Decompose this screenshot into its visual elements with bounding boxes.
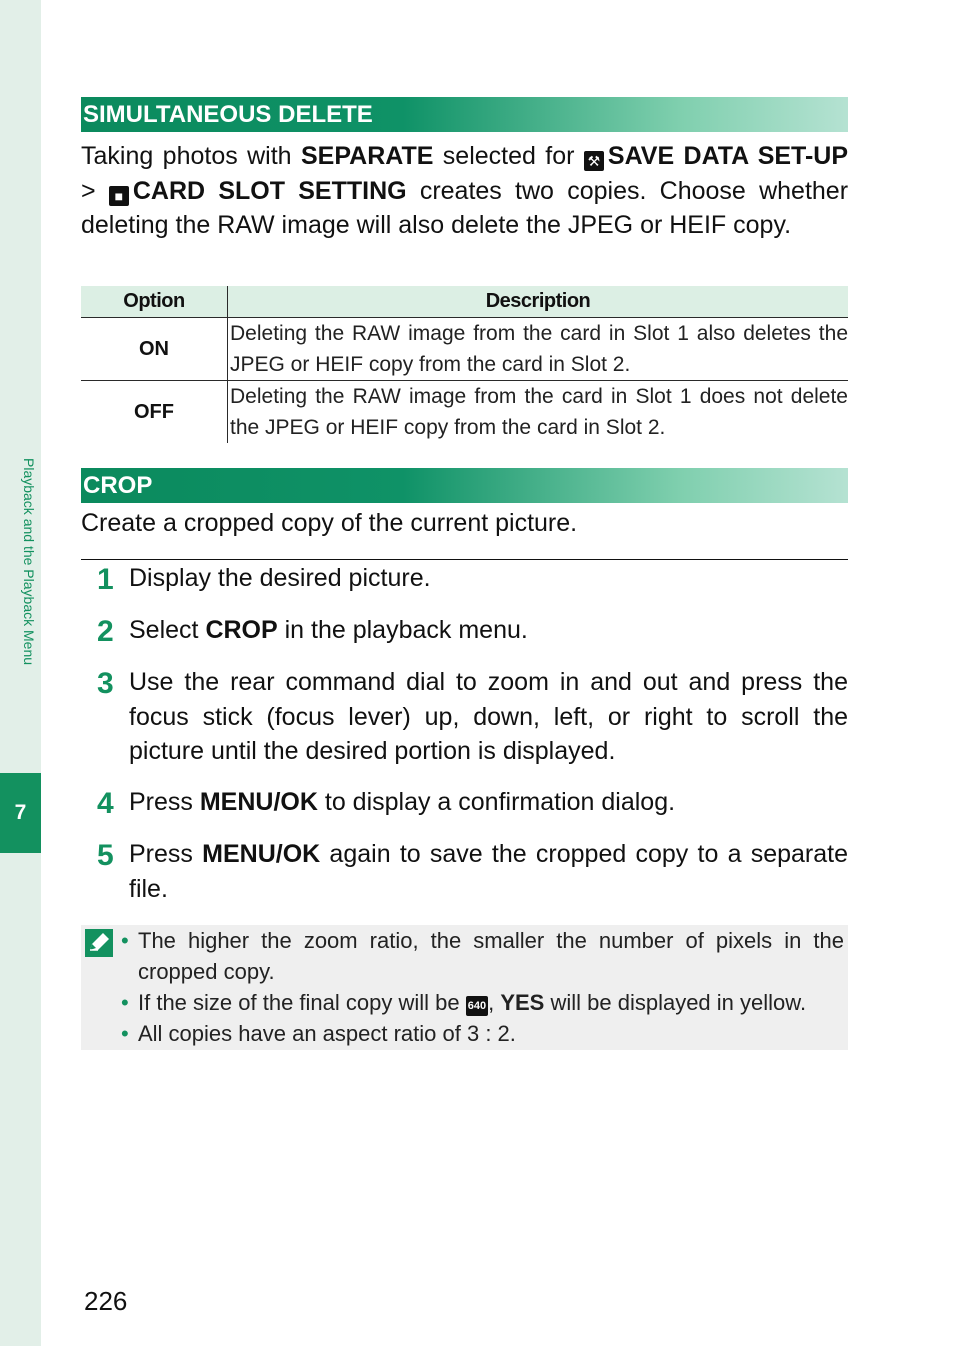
step-number: 4 xyxy=(97,787,114,820)
step-number: 5 xyxy=(97,839,114,872)
note-item: • All copies have an aspect ratio of 3 : 2. xyxy=(121,1021,516,1046)
table-header-row xyxy=(81,286,848,318)
step-number: 2 xyxy=(97,615,114,648)
options-table xyxy=(81,286,848,443)
table-row xyxy=(81,381,848,444)
option-cell: ON xyxy=(81,318,228,381)
step-text: Use the rear command dial to zoom in and out and press the focus stick (focus lever) up, down, left, or right to scroll the picture until the desired portion is displayed. xyxy=(129,668,848,765)
header-option: Option xyxy=(81,286,228,318)
note-item: • If the size of the final copy will be 640, YES will be displayed in yellow. xyxy=(121,990,807,1015)
chapter-tab: 7 xyxy=(0,773,41,853)
description-cell: Deleting the RAW image from the card in Slot 1 does not delete the JPEG or HEIF copy from the card in Slot 2. xyxy=(228,381,849,444)
note-item: • The higher the zoom ratio, the smaller the number of pixels in the cropped copy. xyxy=(121,928,844,984)
step-text: Press MENU/OK to display a confirmation dialog. xyxy=(129,788,676,816)
note-list xyxy=(121,925,844,1049)
header-description: Description xyxy=(228,286,849,318)
chapter-side-label: Playback and the Playback Menu xyxy=(21,458,37,666)
option-cell: OFF xyxy=(81,381,228,444)
size-640-icon: 640 xyxy=(466,996,488,1016)
section-heading-simultaneous-delete: SIMULTANEOUS DELETE xyxy=(81,97,848,132)
step-text: Press MENU/OK again to save the cropped copy to a separate file. xyxy=(129,840,848,903)
step-number: 3 xyxy=(97,667,114,700)
page-number: 226 xyxy=(84,1286,128,1316)
wrench-icon: ⚒ xyxy=(584,151,604,171)
simultaneous-delete-intro: Taking photos with SEPARATE selected for ⚒ SAVE DATA SET-UP > ■ CARD SLOT SETTING creates two copies. Choose whether deleting the RAW image will also delete the JPEG or HEIF copy. xyxy=(81,142,849,239)
step-text: Display the desired picture. xyxy=(129,564,431,592)
note-box xyxy=(81,925,848,1050)
section-heading-crop: CROP xyxy=(81,468,848,503)
step-text: Select CROP in the playback menu. xyxy=(129,616,528,644)
step-number: 1 xyxy=(97,563,114,596)
divider xyxy=(81,559,848,560)
table-row xyxy=(81,318,848,381)
camera-icon: ■ xyxy=(109,186,129,206)
note-pencil-icon xyxy=(84,928,114,958)
description-cell: Deleting the RAW image from the card in Slot 1 also deletes the JPEG or HEIF copy from the card in Slot 2. xyxy=(228,318,849,381)
crop-intro: Create a cropped copy of the current picture. xyxy=(81,509,578,537)
side-strip xyxy=(0,0,41,1346)
